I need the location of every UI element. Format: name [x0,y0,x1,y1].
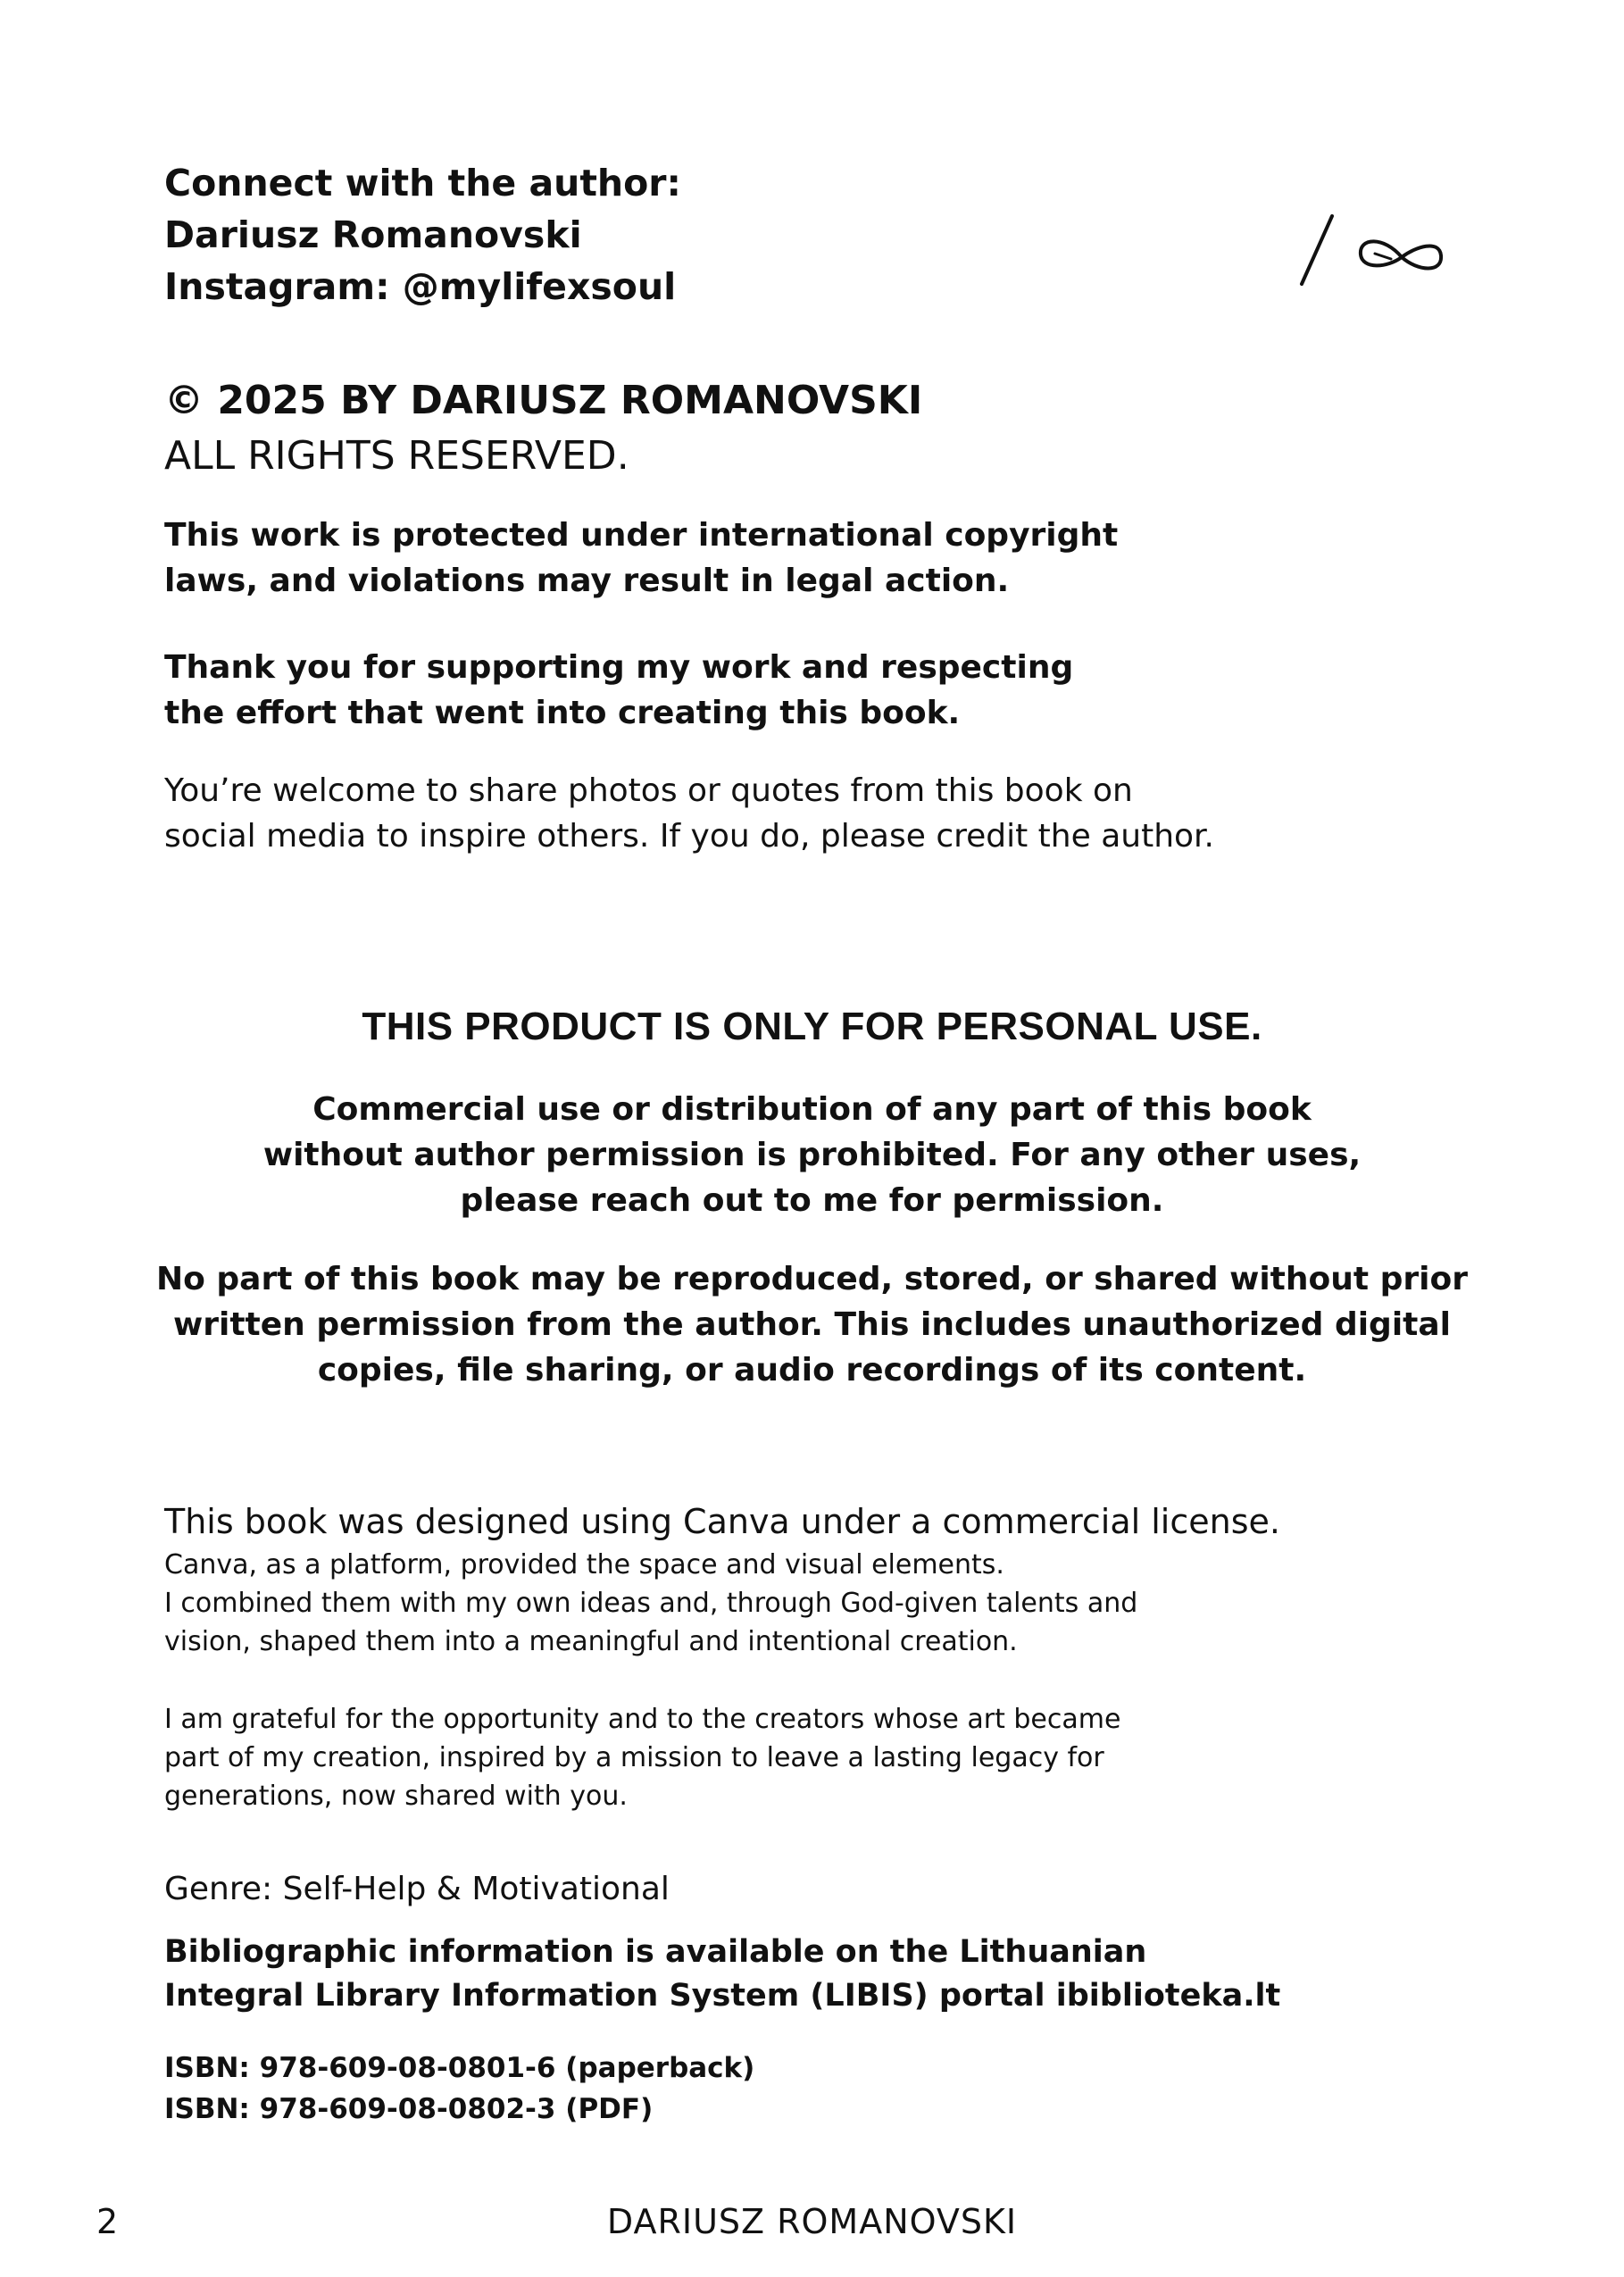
thanks-notice [164,645,1073,736]
text-line: vision, shaped them into a meaningful and intentional creation. [164,1626,1018,1657]
text-line: I combined them with my own ideas and, through God-given talents and [164,1588,1138,1619]
text-line: I am grateful for the opportunity and to the creators whose art became [164,1704,1121,1735]
text-line: written permission from the author. This includes unauthorized digital [172,1306,1452,1343]
text-line: part of my creation, inspired by a mission to leave a lasting legacy for [164,1742,1104,1773]
text-line: laws, and violations may result in legal action. [164,563,1010,599]
commercial-use-notice [0,1087,1624,1223]
text-line: please reach out to me for permission. [460,1182,1164,1219]
text-line: Thank you for supporting my work and respecting [164,649,1074,686]
text-line: the effort that went into creating this book. [164,695,961,731]
text-line: Integral Library Information System (LIBIS) portal ibiblioteka.lt [164,1978,1281,2014]
share-notice [164,768,1214,859]
connect-heading: Connect with the author: [164,162,681,204]
text-line: generations, now shared with you. [164,1781,628,1812]
personal-use-heading: THIS PRODUCT IS ONLY FOR PERSONAL USE. [362,1005,1262,1048]
isbn-paperback: ISBN: 978-609-08-0801-6 (paperback) [164,2052,755,2084]
gratitude-statement [164,1700,1120,1815]
text-line: without author permission is prohibited. For any other uses, [262,1137,1362,1173]
author-signature [1295,205,1455,295]
copyright-line: © 2025 BY DARIUSZ ROMANOVSKI [164,378,923,423]
text-line: Commercial use or distribution of any part of this book [312,1091,1312,1128]
text-line: No part of this book may be reproduced, stored, or shared without prior [156,1261,1468,1297]
text-line: This work is protected under international copyright [164,517,1119,554]
rights-reserved: ALL RIGHTS RESERVED. [164,433,629,479]
author-name: Dariusz Romanovski [164,213,582,256]
canva-license-heading: This book was designed using Canva under a commercial license. [164,1502,1280,1541]
isbn-list [164,2048,754,2130]
text-line: social media to inspire others. If you do, please credit the author. [164,818,1214,855]
reproduction-notice [0,1256,1624,1393]
text-line: copies, file sharing, or audio recordings of its content. [317,1352,1307,1389]
text-line: Canva, as a platform, provided the space and visual elements. [164,1549,1004,1581]
text-line: You’re welcome to share photos or quotes from this book on [164,772,1133,809]
copyright-notice [164,373,922,484]
bibliographic-info [164,1931,1280,2018]
canva-statement [164,1546,1137,1661]
instagram-handle: Instagram: @mylifexsoul [164,265,677,308]
isbn-pdf: ISBN: 978-609-08-0802-3 (PDF) [164,2093,654,2125]
protection-notice [164,513,1118,604]
genre-label: Genre: Self-Help & Motivational [164,1871,670,1907]
page-number: 2 [96,2202,119,2241]
footer-author: DARIUSZ ROMANOVSKI [606,2202,1018,2241]
text-line: Bibliographic information is available on the Lithuanian [164,1934,1147,1970]
author-contact [164,157,681,313]
